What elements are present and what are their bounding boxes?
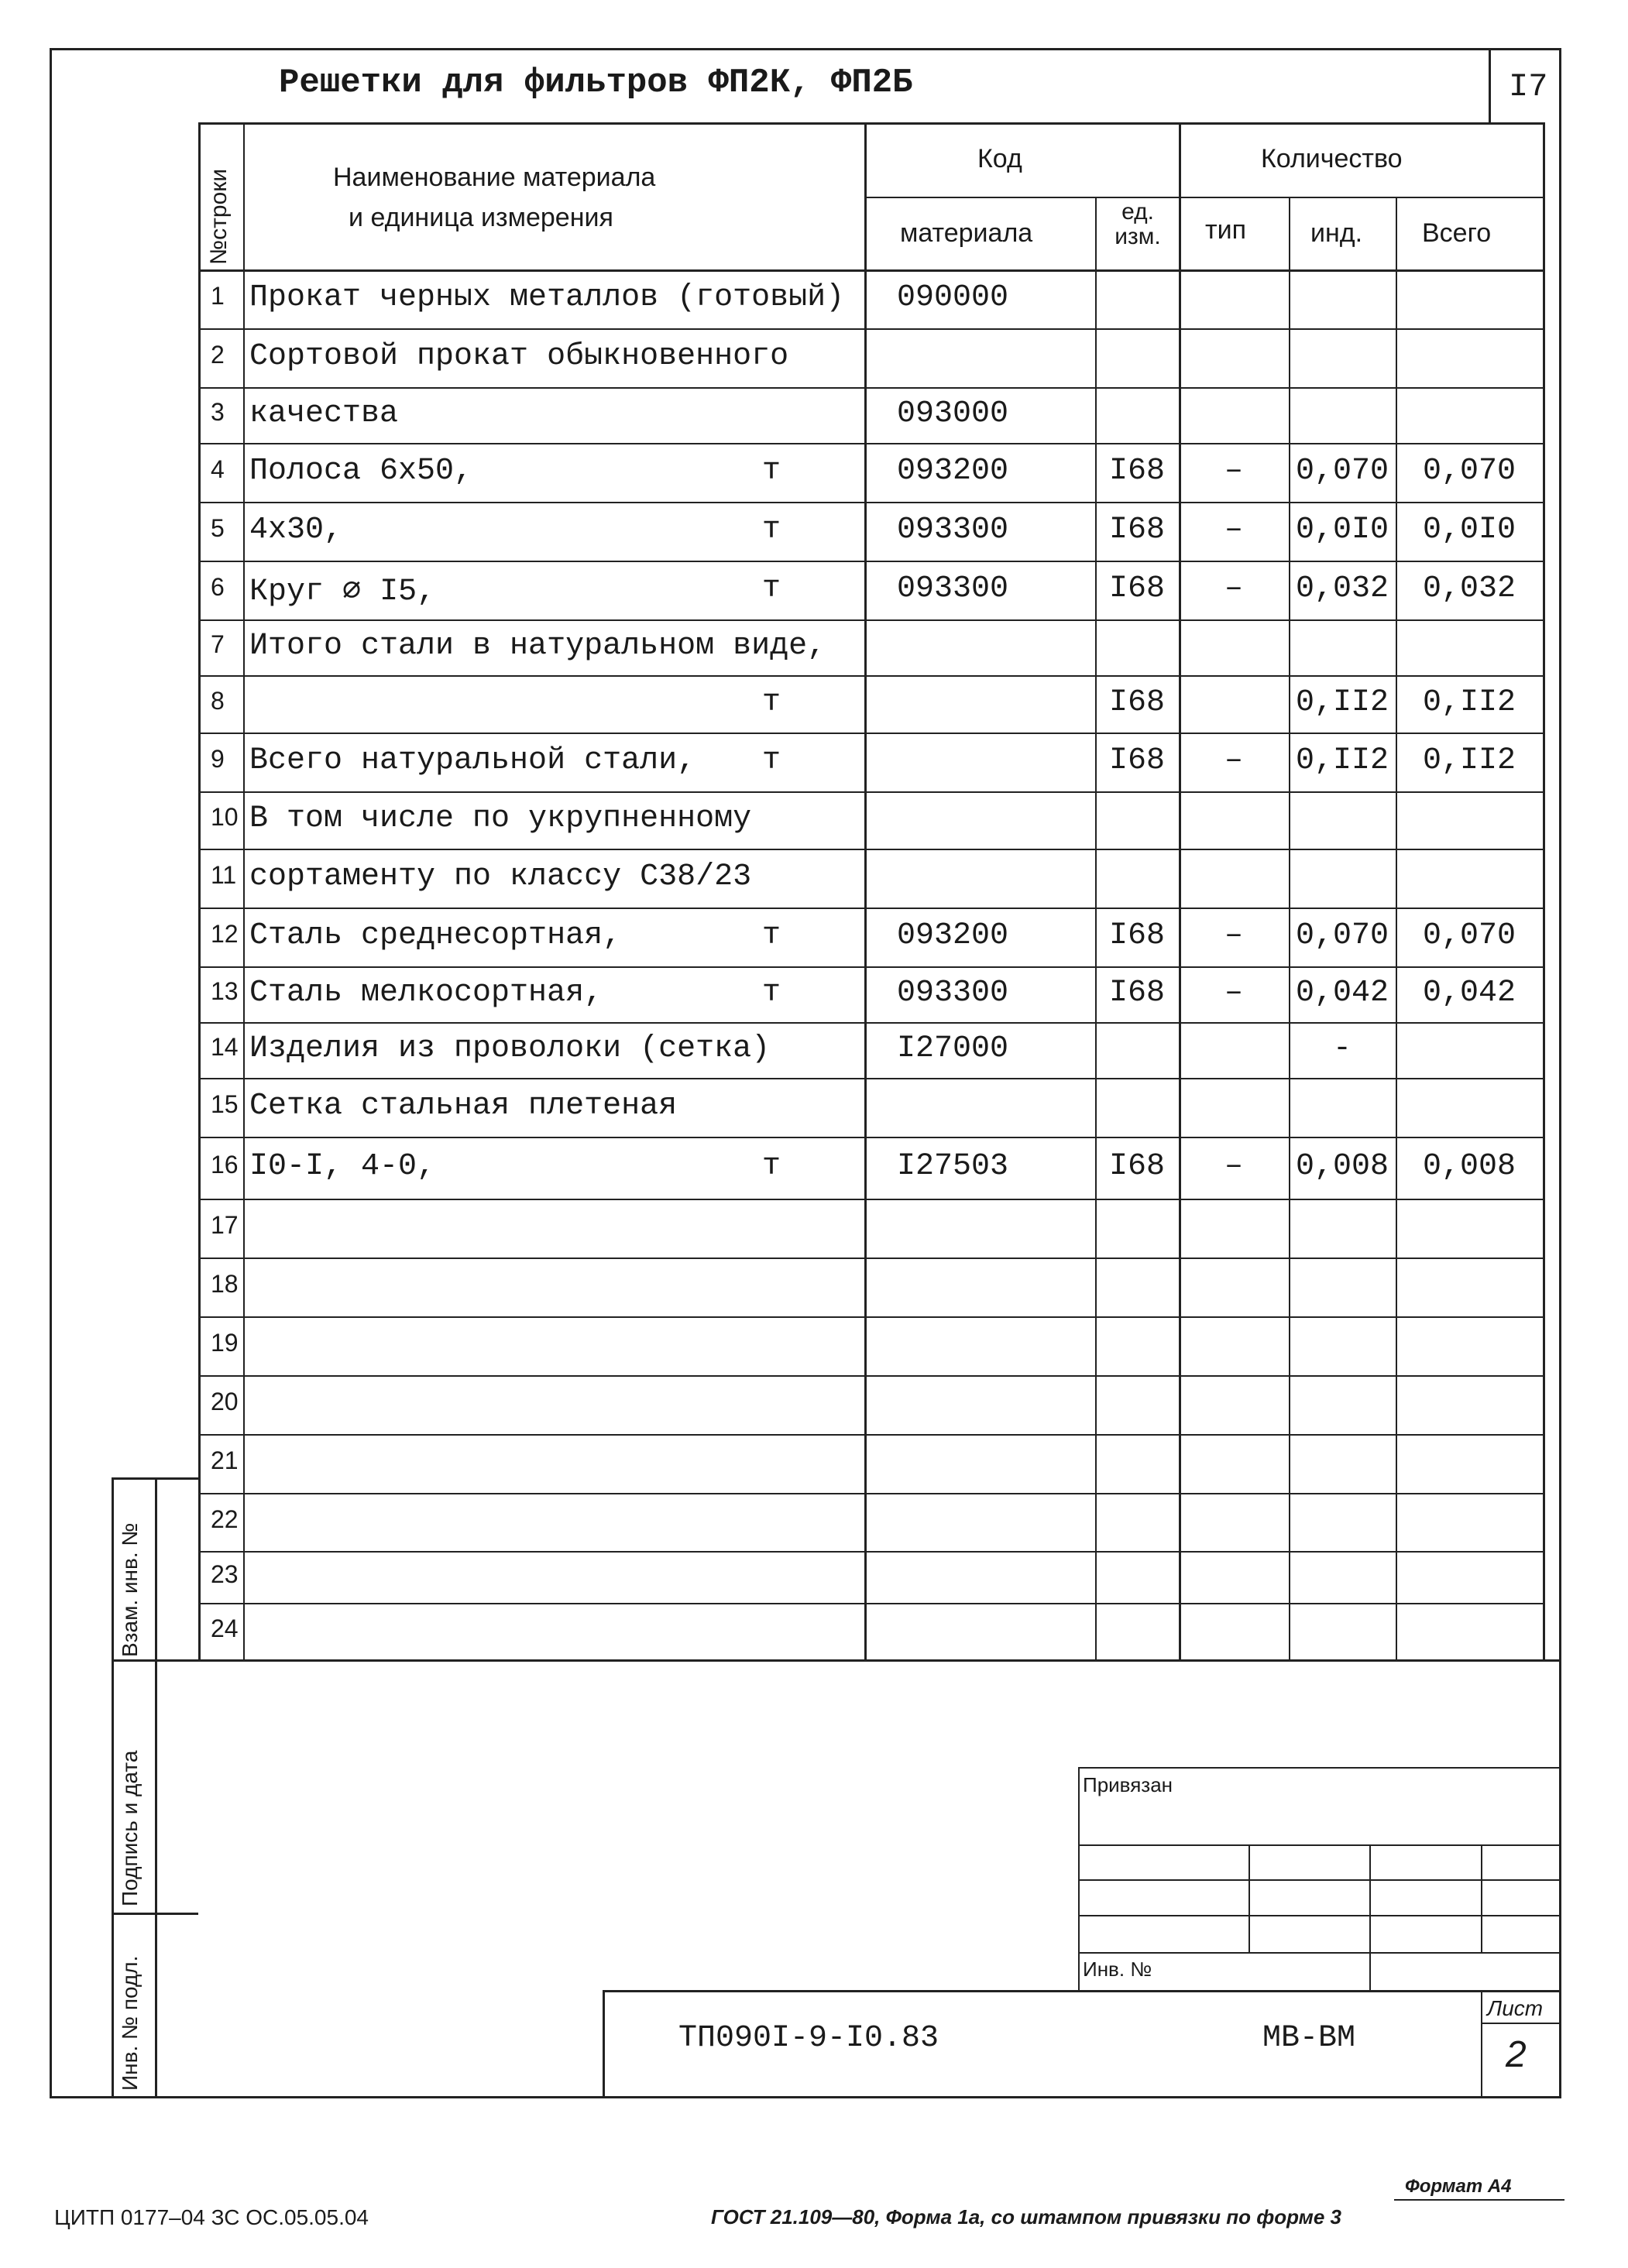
- row-line: [198, 443, 1543, 444]
- row-line: [198, 1316, 1543, 1318]
- row-material-code: 093300: [897, 513, 1009, 547]
- row-unit-code: I68: [1108, 1149, 1165, 1184]
- row-unit-t: т: [762, 743, 781, 778]
- row-number: 15: [211, 1090, 239, 1118]
- row-ind: 0,070: [1295, 454, 1389, 489]
- table-bottom-line: [198, 1659, 1561, 1662]
- row-unit-t: т: [762, 685, 781, 720]
- row-material-name: Всего натуральной стали,: [249, 743, 696, 778]
- row-type: –: [1224, 918, 1243, 953]
- row-material-name: Сталь мелкосортная,: [249, 976, 603, 1010]
- row-ind: 0,II2: [1295, 685, 1389, 720]
- row-type: –: [1224, 1149, 1243, 1184]
- row-material-code: 090000: [897, 280, 1009, 315]
- header-type: тип: [1205, 215, 1246, 245]
- row-number: 17: [211, 1211, 239, 1239]
- row-line: [198, 502, 1543, 503]
- row-material-name: Полоса 6х50,: [249, 454, 473, 489]
- document-code: ТП090I-9-I0.83: [678, 2021, 939, 2056]
- row-line: [198, 1493, 1543, 1494]
- row-line: [198, 1434, 1543, 1436]
- footer-line: [1394, 2199, 1564, 2201]
- list-label: Лист: [1487, 1996, 1544, 2020]
- row-material-code: 093200: [897, 918, 1009, 953]
- row-ind: 0,042: [1295, 976, 1389, 1010]
- row-material-name: Итого стали в натуральном виде,: [249, 629, 826, 664]
- row-line: [198, 1375, 1543, 1377]
- row-number: 13: [211, 977, 239, 1005]
- row-unit-t: т: [762, 454, 781, 489]
- row-line: [198, 387, 1543, 389]
- header-code: Код: [977, 144, 1022, 173]
- document-title: Решетки для фильтров ФП2К, ФП2Б: [279, 63, 913, 102]
- row-material-code: 093000: [897, 396, 1009, 431]
- row-number: 14: [211, 1033, 239, 1061]
- row-line: [198, 733, 1543, 734]
- row-number: 18: [211, 1270, 239, 1298]
- row-number: 7: [211, 630, 225, 658]
- row-line: [198, 328, 1543, 330]
- row-material-name: Изделия из проволоки (сетка): [249, 1031, 771, 1066]
- row-number: 6: [211, 573, 225, 601]
- row-number: 11: [211, 861, 237, 889]
- row-number: 8: [211, 687, 225, 715]
- row-material-name: Сетка стальная плетеная: [249, 1089, 678, 1124]
- header-material: материала: [900, 218, 1033, 248]
- row-total: 0,0I0: [1422, 513, 1516, 547]
- row-type: –: [1224, 454, 1243, 489]
- row-ind: -: [1332, 1031, 1352, 1066]
- row-type: –: [1224, 743, 1243, 778]
- row-number: 1: [211, 282, 225, 310]
- row-material-code: I27000: [897, 1031, 1009, 1066]
- grid-line: [1179, 122, 1181, 1659]
- row-number: 22: [211, 1505, 239, 1533]
- row-line: [198, 1199, 1543, 1200]
- footer-left: ЦИТП 0177–04 ЗС ОС.05.05.04: [54, 2205, 369, 2229]
- grid-line: [198, 122, 1543, 125]
- row-ind: 0,070: [1295, 918, 1389, 953]
- row-material-name: I0-I, 4-0,: [249, 1149, 436, 1184]
- row-line: [198, 849, 1543, 850]
- header-row-number: №строки: [206, 168, 232, 265]
- row-number: 24: [211, 1614, 239, 1642]
- row-ind: 0,0I0: [1295, 513, 1389, 547]
- row-unit-code: I68: [1108, 571, 1165, 606]
- row-number: 10: [211, 803, 239, 831]
- grid-line: [243, 122, 245, 1659]
- row-material-code: I27503: [897, 1149, 1009, 1184]
- header-ind: инд.: [1310, 218, 1363, 248]
- side-label-vzam: Взам. инв. №: [118, 1522, 142, 1657]
- row-material-name: Круг ∅ I5,: [249, 575, 436, 609]
- header-total: Всего: [1422, 218, 1492, 248]
- row-line: [198, 619, 1543, 621]
- row-unit-t: т: [762, 1149, 781, 1184]
- row-unit-code: I68: [1108, 918, 1165, 953]
- row-material-name: Сталь среднесортная,: [249, 918, 622, 953]
- grid-line: [864, 197, 1543, 198]
- row-material-name: Прокат черных металлов (готовый): [249, 280, 845, 315]
- row-material-name: качества: [249, 396, 399, 431]
- row-material-code: 093300: [897, 571, 1009, 606]
- footer-right: ГОСТ 21.109—80, Форма 1а, со штампом привязки по форме 3: [711, 2205, 1341, 2229]
- row-material-name: 4х30,: [249, 513, 343, 547]
- title-divider: [1489, 48, 1491, 122]
- row-unit-t: т: [762, 513, 781, 547]
- grid-line: [198, 269, 1543, 272]
- row-unit-t: т: [762, 571, 781, 606]
- row-line: [198, 1603, 1543, 1604]
- row-ind: 0,008: [1295, 1149, 1389, 1184]
- row-total: 0,032: [1422, 571, 1516, 606]
- header-name-line1: Наименование материала: [333, 163, 656, 192]
- row-line: [198, 1022, 1543, 1024]
- privyazan-label: Привязан: [1083, 1773, 1173, 1796]
- row-number: 19: [211, 1329, 239, 1357]
- row-number: 5: [211, 514, 225, 542]
- row-line: [198, 1137, 1543, 1138]
- side-label-podpis: Подпись и дата: [118, 1750, 142, 1906]
- section-code: МВ-ВМ: [1262, 2021, 1356, 2056]
- row-total: 0,008: [1422, 1149, 1516, 1184]
- row-number: 3: [211, 398, 225, 426]
- row-line: [198, 675, 1543, 677]
- row-number: 4: [211, 455, 225, 483]
- row-unit-t: т: [762, 976, 781, 1010]
- row-number: 20: [211, 1388, 239, 1415]
- inv-no-label: Инв. №: [1083, 1957, 1152, 1981]
- side-label-inv: Инв. № подл.: [118, 1955, 142, 2091]
- row-number: 21: [211, 1446, 239, 1474]
- row-unit-code: I68: [1108, 976, 1165, 1010]
- row-unit-code: I68: [1108, 513, 1165, 547]
- row-number: 23: [211, 1559, 239, 1588]
- row-line: [198, 1258, 1543, 1259]
- row-number: 2: [211, 341, 225, 369]
- grid-line: [864, 122, 867, 1659]
- row-total: 0,II2: [1422, 743, 1516, 778]
- row-number: 12: [211, 920, 239, 948]
- row-line: [198, 1078, 1543, 1079]
- row-type: –: [1224, 571, 1243, 606]
- row-line: [198, 561, 1543, 562]
- row-total: 0,042: [1422, 976, 1516, 1010]
- row-material-name: сортаменту по классу С38/23: [249, 860, 752, 894]
- row-line: [198, 908, 1543, 909]
- row-total: 0,070: [1422, 454, 1516, 489]
- row-ind: 0,II2: [1295, 743, 1389, 778]
- list-number: 2: [1506, 2034, 1527, 2075]
- header-quantity: Количество: [1261, 144, 1403, 173]
- row-type: –: [1224, 513, 1243, 547]
- row-line: [198, 1551, 1543, 1553]
- row-type: –: [1224, 976, 1243, 1010]
- row-line: [198, 966, 1543, 968]
- row-material-name: В том числе по укрупненному: [249, 801, 752, 836]
- row-material-code: 093200: [897, 454, 1009, 489]
- row-material-code: 093300: [897, 976, 1009, 1010]
- top-page-number: I7: [1509, 68, 1548, 105]
- row-unit-t: т: [762, 918, 781, 953]
- row-total: 0,070: [1422, 918, 1516, 953]
- header-unit: ед. изм.: [1115, 199, 1161, 249]
- format-label: Формат А4: [1405, 2176, 1512, 2197]
- row-total: 0,II2: [1422, 685, 1516, 720]
- row-unit-code: I68: [1108, 685, 1165, 720]
- row-unit-code: I68: [1108, 454, 1165, 489]
- row-number: 9: [211, 745, 225, 773]
- row-ind: 0,032: [1295, 571, 1389, 606]
- header-name-line2: и единица измерения: [349, 203, 613, 232]
- grid-line: [198, 122, 201, 1659]
- row-number: 16: [211, 1151, 239, 1179]
- row-line: [198, 791, 1543, 793]
- grid-line: [1543, 122, 1545, 1659]
- row-material-name: Сортовой прокат обыкновенного: [249, 339, 789, 374]
- row-unit-code: I68: [1108, 743, 1165, 778]
